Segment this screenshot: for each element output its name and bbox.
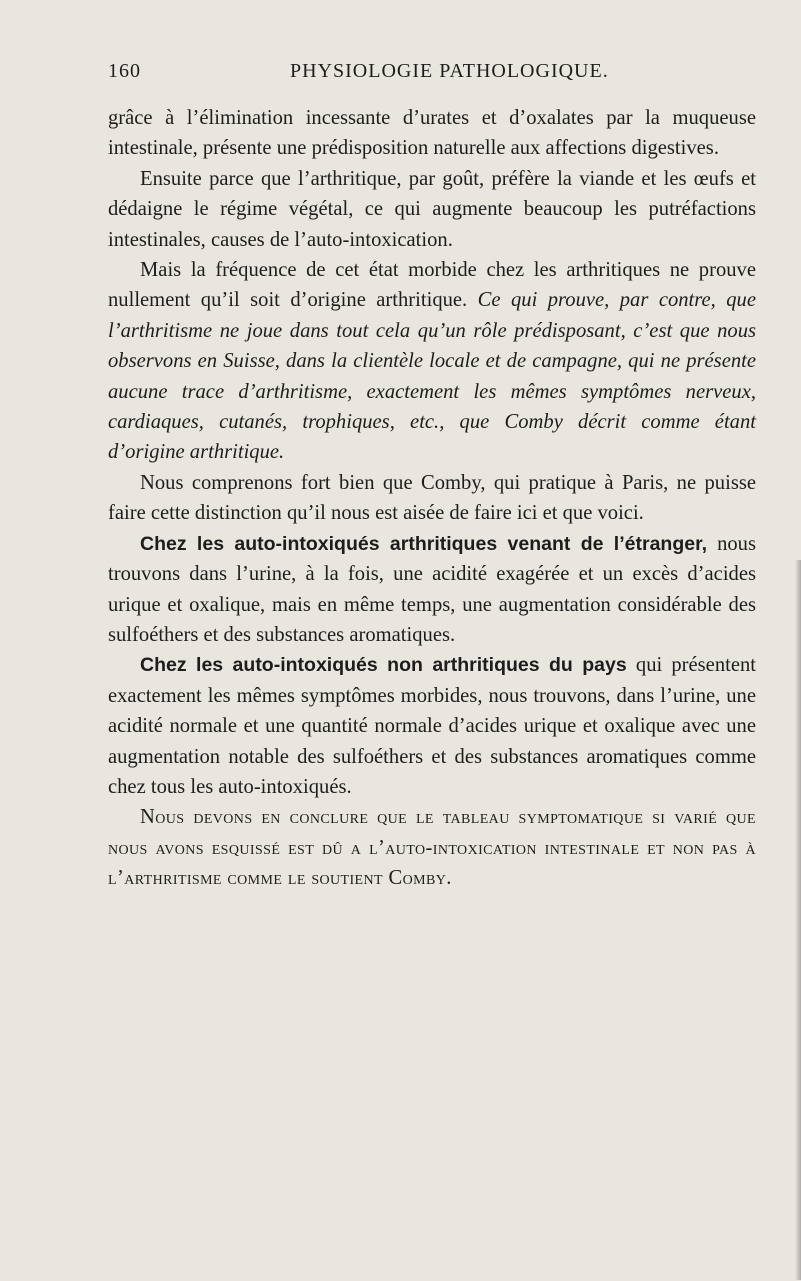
paragraph-5-rest: nous trouvons dans l’urine, à la fois, une acidité exagérée et un excès d’acides urique et oxalique, mais en même temps, une augmentation considérable des sulfoéthers et des substances aromatiques. [108, 532, 756, 646]
body-text [108, 103, 756, 894]
paragraph-3-roman: Mais la fréquence de cet état morbide chez les arthritiques ne prouve nullement qu’il soit d’origine arthritique. [108, 259, 756, 312]
paragraph-5-bold: Chez les auto-intoxiqués arthritiques venant de l’étranger, [140, 532, 708, 555]
paragraph-6-rest: qui présentent exactement les mêmes symptômes morbides, nous trouvons, dans l’urine, une acidité normale et une quantité normale d’acides urique et oxalique avec une augmentation notable des sulfoéthers et des substances aromatiques comme chez tous les auto-intoxiqués. [108, 654, 757, 798]
paragraph-4: Nous comprenons fort bien que Comby, qui pratique à Paris, ne puisse faire cette distinction qu’il nous est aisée de faire ici et que voici. [108, 471, 756, 525]
paragraph-6 [108, 650, 756, 802]
paragraph-5 [108, 529, 756, 651]
paragraph-1: grâce à l’élimination incessante d’urates et d’oxalates par la muqueuse intestinale, présente une prédisposition naturelle aux affections digestives. [108, 107, 756, 160]
paragraph-3 [108, 255, 756, 468]
paragraph-2: Ensuite parce que l’arthritique, par goût, préfère la viande et les œufs et dédaigne le régime végétal, ce qui augmente beaucoup les putréfactions intestinales, causes de l’auto-intoxication. [108, 167, 756, 251]
paragraph-3-italic: Ce qui prouve, par contre, que l’arthritisme ne joue dans tout cela qu’un rôle prédisposant, c’est que nous observons en Suisse, dans la clientèle locale et de campagne, qui ne présente aucune trace d’arthritisme, exactement les mêmes symptômes nerveux, cardiaques, cutanés, trophiques, etc., que Comby décrit comme étant d’origine arthritique. [108, 289, 756, 464]
paragraph-6-bold: Chez les auto-intoxiqués non arthritiques du pays [140, 654, 627, 677]
running-header [108, 60, 756, 90]
page-number: 160 [108, 60, 141, 82]
running-title: PHYSIOLOGIE PATHOLOGIQUE. [290, 60, 609, 82]
paragraph-7-conclusion: Nous devons en conclure que le tableau symptomatique si varié que nous avons esquissé est dû a l’auto-intoxication intestinale et non pas à l’arthritisme comme le soutient Comby. [108, 806, 756, 890]
page-edge-shadow [795, 560, 801, 1280]
